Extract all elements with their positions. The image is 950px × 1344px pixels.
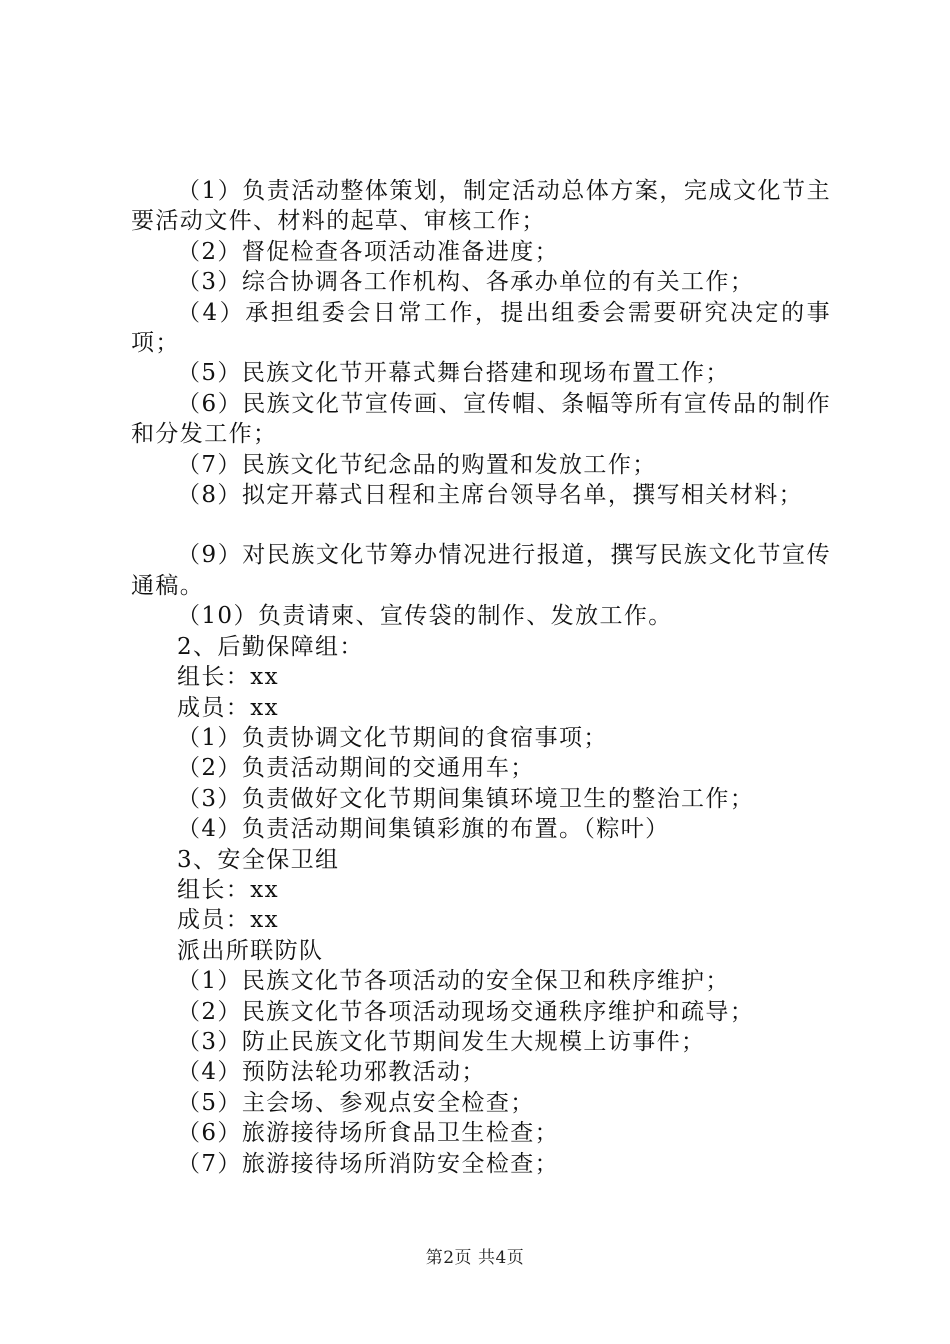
page-footer [0,1243,950,1268]
paragraph: （4）承担组委会日常工作，提出组委会需要研究决定的事项； [131,299,831,357]
paragraph: （4）负责活动期间集镇彩旗的布置。（粽叶） [177,816,670,843]
paragraph: （7）民族文化节纪念品的购置和发放工作； [177,451,657,478]
paragraph: （2）民族文化节各项活动现场交通秩序维护和疏导； [177,998,755,1025]
paragraph: （5）民族文化节开幕式舞台搭建和现场布置工作； [177,360,730,387]
page-number: 第2页 共4页 [425,1248,525,1268]
paragraph: （5）主会场、参观点安全检查； [177,1089,535,1116]
section-heading: 3、安全保卫组 [177,846,340,873]
paragraph: 派出所联防队 [177,937,324,964]
document-body [131,176,831,1179]
group-leader-line: 组长：xx [177,876,279,903]
paragraph: （10）负责请柬、宣传袋的制作、发放工作。 [177,603,673,630]
paragraph: （1）负责活动整体策划，制定活动总体方案，完成文化节主要活动文件、材料的起草、审核工作； [131,178,831,235]
group-members-line: 成员：xx [177,694,279,721]
paragraph: （9）对民族文化节筹办情况进行报道，撰写民族文化节宣传通稿。 [131,542,831,599]
group-leader-line: 组长：xx [177,664,279,691]
paragraph: （2）负责活动期间的交通用车； [177,755,535,782]
paragraph: （6）民族文化节宣传画、宣传帽、条幅等所有宣传品的制作和分发工作； [131,390,831,448]
paragraph: （1）民族文化节各项活动的安全保卫和秩序维护； [177,968,730,995]
paragraph: （3）防止民族文化节期间发生大规模上访事件； [177,1028,706,1055]
paragraph: （4）预防法轮功邪教活动； [177,1059,486,1086]
paragraph: （8）拟定开幕式日程和主席台领导名单，撰写相关材料； [177,482,804,509]
paragraph: （3）负责做好文化节期间集镇环境卫生的整治工作； [177,785,755,812]
paragraph: （2）督促检查各项活动准备进度； [177,238,560,265]
paragraph: （3）综合协调各工作机构、各承办单位的有关工作； [177,269,755,296]
blank-line [131,510,831,540]
paragraph: （7）旅游接待场所消防安全检查； [177,1150,560,1177]
paragraph: （6）旅游接待场所食品卫生检查； [177,1120,560,1147]
paragraph: （1）负责协调文化节期间的食宿事项； [177,724,608,751]
section-heading: 2、后勤保障组： [177,633,364,660]
group-members-line: 成员：xx [177,907,279,934]
